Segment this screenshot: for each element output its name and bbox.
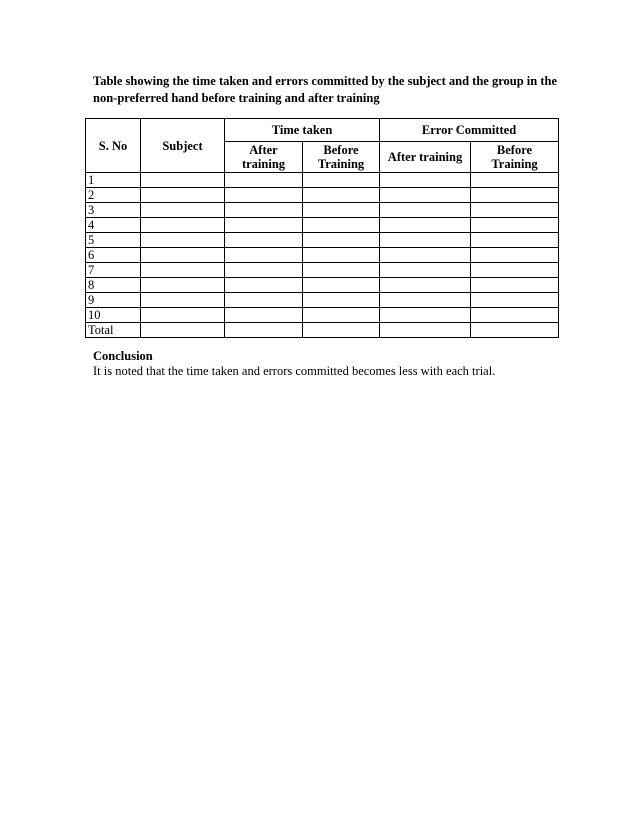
table-row <box>86 263 559 278</box>
empty-cell <box>141 233 225 248</box>
empty-cell <box>225 263 303 278</box>
empty-cell <box>471 218 559 233</box>
header-error-before-training: Before Training <box>471 142 559 173</box>
table-row <box>86 188 559 203</box>
conclusion-heading: Conclusion <box>93 349 153 363</box>
empty-cell <box>380 278 471 293</box>
empty-cell <box>303 233 380 248</box>
empty-cell <box>225 188 303 203</box>
row-label: 6 <box>86 248 141 263</box>
table-row <box>86 218 559 233</box>
empty-cell <box>380 323 471 338</box>
row-label: 3 <box>86 203 141 218</box>
empty-cell <box>141 173 225 188</box>
empty-cell <box>471 293 559 308</box>
empty-cell <box>225 203 303 218</box>
table-row <box>86 308 559 323</box>
row-label: 4 <box>86 218 141 233</box>
table-row <box>86 203 559 218</box>
table-row <box>86 233 559 248</box>
conclusion-text: It is noted that the time taken and errors committed becomes less with each trial. <box>93 364 496 378</box>
header-time-after-training: After training <box>225 142 303 173</box>
empty-cell <box>380 293 471 308</box>
row-label: 9 <box>86 293 141 308</box>
header-subject: Subject <box>141 119 225 173</box>
row-label: 7 <box>86 263 141 278</box>
empty-cell <box>303 278 380 293</box>
table-caption: Table showing the time taken and errors committed by the subject and the group in the non-preferred hand before training and after training <box>93 74 558 105</box>
empty-cell <box>303 293 380 308</box>
empty-cell <box>380 173 471 188</box>
empty-cell <box>471 233 559 248</box>
empty-cell <box>141 323 225 338</box>
empty-cell <box>303 308 380 323</box>
empty-cell <box>380 263 471 278</box>
empty-cell <box>380 233 471 248</box>
empty-cell <box>303 173 380 188</box>
empty-cell <box>471 248 559 263</box>
table-row <box>86 323 559 338</box>
empty-cell <box>141 203 225 218</box>
empty-cell <box>141 293 225 308</box>
empty-cell <box>380 248 471 263</box>
empty-cell <box>225 278 303 293</box>
results-table <box>85 118 559 338</box>
empty-cell <box>303 188 380 203</box>
header-error-after-training: After training <box>380 142 471 173</box>
empty-cell <box>141 218 225 233</box>
empty-cell <box>380 308 471 323</box>
header-time-before-training: Before Training <box>303 142 380 173</box>
empty-cell <box>471 263 559 278</box>
table-row <box>86 173 559 188</box>
row-label: 2 <box>86 188 141 203</box>
empty-cell <box>303 323 380 338</box>
empty-cell <box>380 188 471 203</box>
table-row <box>86 293 559 308</box>
empty-cell <box>471 323 559 338</box>
empty-cell <box>471 173 559 188</box>
empty-cell <box>471 308 559 323</box>
row-label: 8 <box>86 278 141 293</box>
empty-cell <box>225 233 303 248</box>
empty-cell <box>141 188 225 203</box>
empty-cell <box>225 308 303 323</box>
empty-cell <box>303 263 380 278</box>
empty-cell <box>471 203 559 218</box>
empty-cell <box>141 308 225 323</box>
empty-cell <box>225 218 303 233</box>
empty-cell <box>225 293 303 308</box>
table-body <box>86 173 559 338</box>
row-label: 5 <box>86 233 141 248</box>
header-sno: S. No <box>86 119 141 173</box>
table-row <box>86 248 559 263</box>
empty-cell <box>141 263 225 278</box>
empty-cell <box>225 173 303 188</box>
empty-cell <box>380 203 471 218</box>
empty-cell <box>303 203 380 218</box>
empty-cell <box>471 188 559 203</box>
header-time-taken: Time taken <box>225 119 380 142</box>
empty-cell <box>141 248 225 263</box>
empty-cell <box>225 323 303 338</box>
empty-cell <box>303 248 380 263</box>
row-label: 1 <box>86 173 141 188</box>
empty-cell <box>471 278 559 293</box>
empty-cell <box>380 218 471 233</box>
empty-cell <box>141 278 225 293</box>
row-label: Total <box>86 323 141 338</box>
empty-cell <box>303 218 380 233</box>
table-row <box>86 278 559 293</box>
row-label: 10 <box>86 308 141 323</box>
header-error-committed: Error Committed <box>380 119 559 142</box>
empty-cell <box>225 248 303 263</box>
